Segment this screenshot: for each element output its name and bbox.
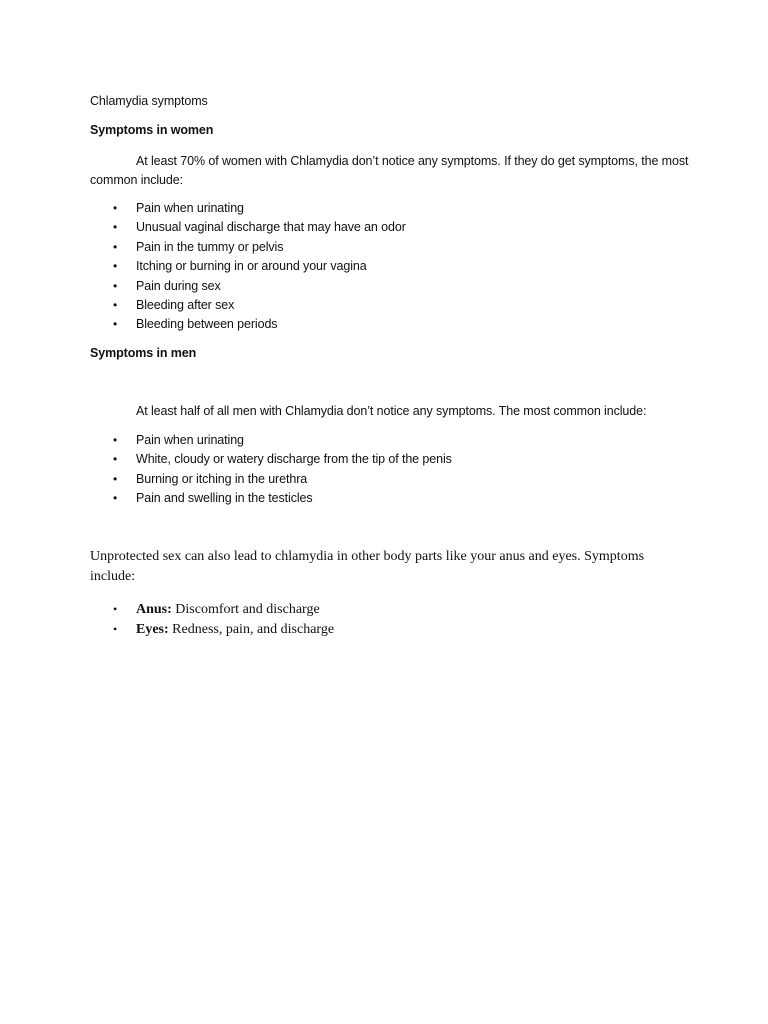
men-intro-text: At least half of all men with Chlamydia don’t notice any symptoms. The most common include: <box>136 404 647 418</box>
list-item: • White, cloudy or watery discharge from the tip of the penis <box>90 450 452 469</box>
bullet-icon: • <box>113 259 118 274</box>
bullet-icon: • <box>113 317 118 332</box>
item-text: Discomfort and discharge <box>171 602 320 617</box>
women-heading: Symptoms in women <box>90 123 214 137</box>
list-item: • Bleeding between periods <box>90 315 406 334</box>
list-item: • Unusual vaginal discharge that may have an odor <box>90 218 406 237</box>
list-item: • Pain during sex <box>90 277 406 296</box>
list-item: • Pain when urinating <box>90 199 406 218</box>
bullet-icon: • <box>113 471 118 486</box>
women-intro-text: At least 70% of women with Chlamydia don’t notice any symptoms. If they do get symptoms, the most common include: <box>90 154 689 187</box>
list-item: • Itching or burning in or around your vagina <box>90 257 406 276</box>
men-heading: Symptoms in men <box>90 346 197 360</box>
list-item <box>90 600 334 620</box>
bullet-icon: • <box>113 220 118 235</box>
women-symptom-list <box>90 199 406 335</box>
bullet-icon: • <box>113 201 118 215</box>
document-title: Chlamydia symptoms <box>90 94 208 108</box>
list-item: • Bleeding after sex <box>90 296 406 315</box>
bullet-icon: • <box>113 621 118 636</box>
men-symptom-list <box>90 431 452 509</box>
bullet-icon: • <box>113 602 118 616</box>
bullet-icon: • <box>113 278 118 293</box>
bullet-icon: • <box>113 491 118 506</box>
item-label: Eyes: <box>136 621 169 637</box>
other-intro-paragraph: Unprotected sex can also lead to chlamydia in other body parts like your anus and eyes. Symptoms include: <box>90 549 645 584</box>
bullet-icon: • <box>113 297 118 312</box>
list-item <box>90 620 334 640</box>
list-item: • Pain in the tummy or pelvis <box>90 238 406 257</box>
men-intro-paragraph <box>90 402 690 421</box>
item-text: Redness, pain, and discharge <box>168 621 335 637</box>
bullet-icon: • <box>113 433 118 447</box>
list-item: • Pain and swelling in the testicles <box>90 489 452 508</box>
list-item: • Pain when urinating <box>90 431 452 450</box>
women-intro-paragraph <box>90 152 690 190</box>
bullet-icon: • <box>113 452 118 467</box>
item-label: Anus: <box>136 602 172 617</box>
list-item: • Burning or itching in the urethra <box>90 470 452 489</box>
other-symptom-list <box>90 600 334 639</box>
bullet-icon: • <box>113 239 118 254</box>
